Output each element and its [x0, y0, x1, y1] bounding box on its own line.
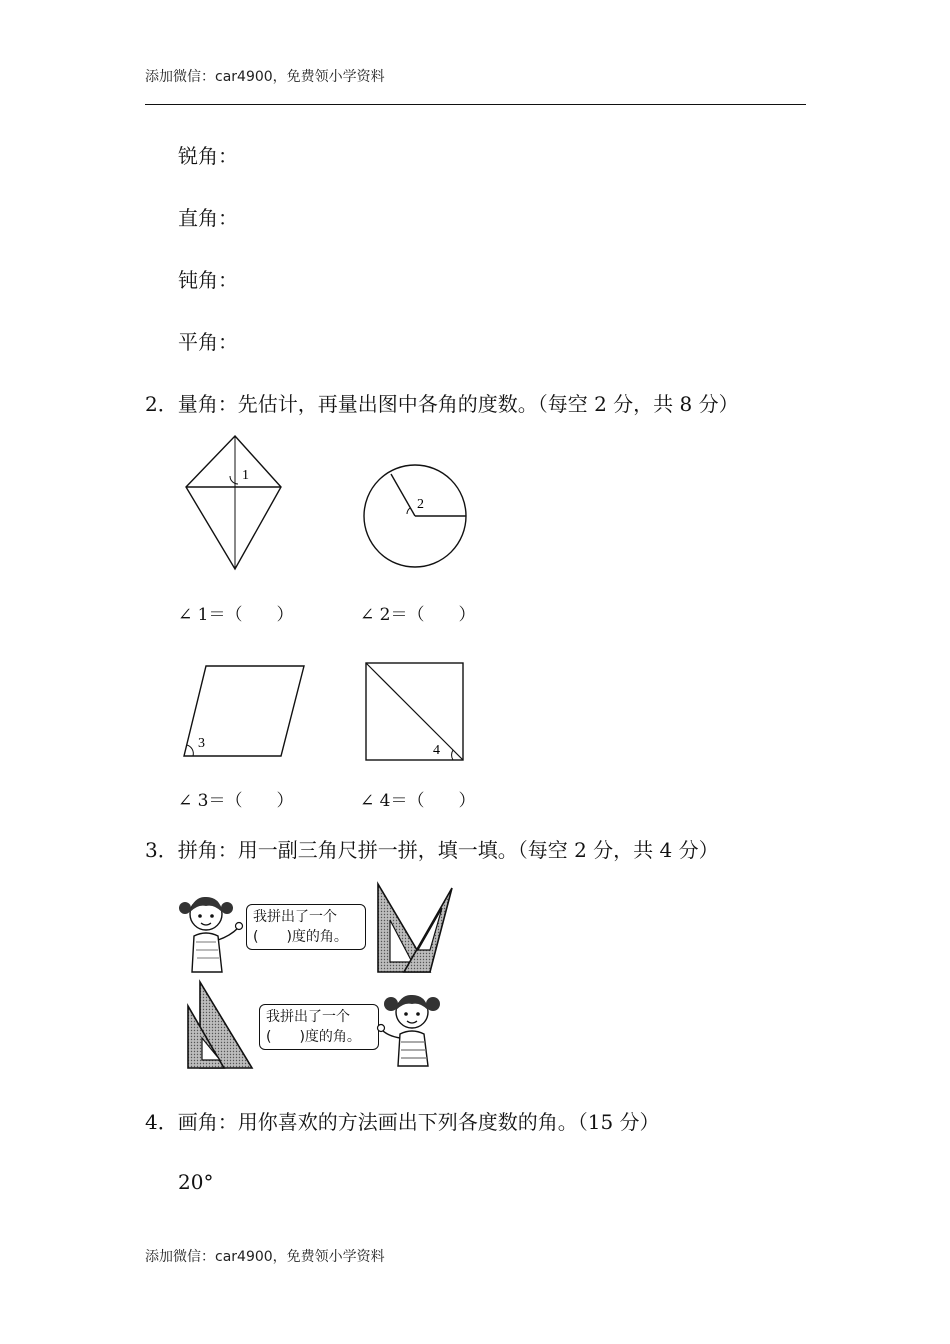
- bubble-2-line-2: ( )度的角。: [266, 1029, 361, 1045]
- question-2-title: 2．量角：先估计，再量出图中各角的度数。（每空 2 分，共 8 分）: [145, 392, 739, 416]
- speech-bubble-1: [246, 904, 366, 950]
- page-header: 添加微信：car4900，免费领小学资料: [145, 69, 385, 85]
- category-right: 直角：: [178, 206, 238, 230]
- speech-bubble-2: [259, 1004, 379, 1050]
- bubble-1-line-1: 我拼出了一个: [253, 909, 337, 925]
- kite-figure: [180, 432, 290, 574]
- category-acute: 锐角：: [178, 144, 238, 168]
- page-footer: 添加微信：car4900，免费领小学资料: [145, 1249, 385, 1265]
- header-rule: [145, 104, 806, 105]
- set-square-pair-2: [184, 978, 256, 1072]
- angle-mark-3: 3: [198, 736, 205, 751]
- set-square-pair-1: [374, 880, 456, 976]
- angle-mark-1: 1: [242, 468, 249, 483]
- angle-1-answer: ∠ 1＝（ ）: [178, 605, 294, 625]
- angle-mark-4: 4: [433, 743, 440, 758]
- bubble-2-line-1: 我拼出了一个: [266, 1009, 350, 1025]
- angle-mark-2: 2: [417, 497, 424, 512]
- question-3-title: 3．拼角：用一副三角尺拼一拼，填一填。（每空 2 分，共 4 分）: [145, 838, 719, 862]
- parallelogram-figure: [180, 662, 310, 762]
- girl-illustration: [176, 892, 246, 974]
- circle-figure: [360, 462, 470, 572]
- girl-illustration-2: [376, 990, 446, 1068]
- angle-2-answer: ∠ 2＝（ ）: [360, 605, 476, 625]
- category-straight: 平角：: [178, 330, 238, 354]
- square-figure: [364, 660, 466, 764]
- category-obtuse: 钝角：: [178, 268, 238, 292]
- bubble-1-line-2: ( )度的角。: [253, 929, 348, 945]
- question-4-title: 4．画角：用你喜欢的方法画出下列各度数的角。（15 分）: [145, 1110, 660, 1134]
- angle-20-degree: 20°: [178, 1170, 214, 1194]
- angle-4-answer: ∠ 4＝（ ）: [360, 791, 476, 811]
- angle-3-answer: ∠ 3＝（ ）: [178, 791, 294, 811]
